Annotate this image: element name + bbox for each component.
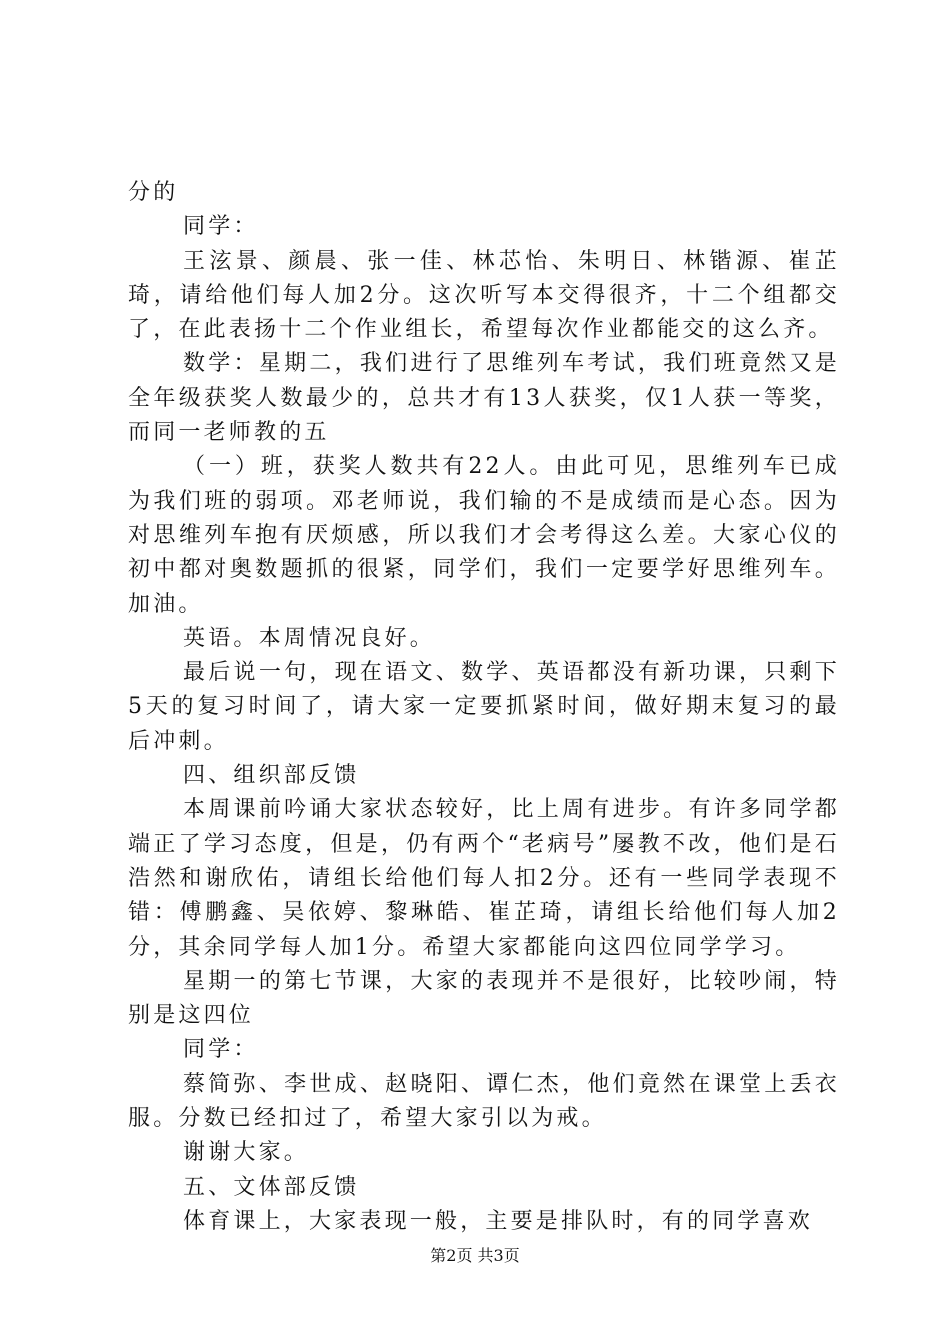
paragraph-9: 本周课前吟诵大家状态较好，比上周有进步。有许多同学都端正了学习态度，但是，仍有两个“老病号”屡教不改，他们是石浩然和谢欣佑，请组长给他们每人扣2分。还有一些同学表现不错：傅鹏鑫、吴依婷、黎琳皓、崔芷琦，请组长给他们每人加2分，其余同学每人加1分。希望大家都能向这四位同学学习。 [128, 797, 840, 960]
paragraph-5: （一）班，获奖人数共有22人。由此可见，思维列车已成为我们班的弱项。邓老师说，我们输的不是成绩而是心态。因为对思维列车抱有厌烦感，所以我们才会考得这么差。大家心仪的初中都对奥数题抓的很紧，同学们，我们一定要学好思维列车。加油。 [128, 454, 840, 617]
paragraph-10: 星期一的第七节课，大家的表现并不是很好，比较吵闹，特别是这四位 [128, 968, 840, 1029]
section-heading-sports: 五、文体部反馈 [183, 1174, 360, 1200]
paragraph-13: 谢谢大家。 [183, 1140, 310, 1166]
paragraph-7: 最后说一句，现在语文、数学、英语都没有新功课，只剩下5天的复习时间了，请大家一定要抓紧时间，做好期末复习的最后冲刺。 [128, 660, 840, 754]
paragraph-6: 英语。本周情况良好。 [183, 625, 436, 651]
paragraph-4: 数学：星期二，我们进行了思维列车考试，我们班竟然又是全年级获奖人数最少的，总共才有13人获奖，仅1人获一等奖，而同一老师教的五 [128, 351, 840, 446]
paragraph-12: 蔡简弥、李世成、赵晓阳、谭仁杰，他们竟然在课堂上丢衣服。分数已经扣过了，希望大家引以为戒。 [128, 1071, 840, 1132]
paragraph-1: 分的 [128, 180, 179, 205]
section-heading-organization: 四、组织部反馈 [183, 763, 360, 789]
paragraph-3: 王泫景、颜晨、张一佳、林芯怡、朱明日、林锴源、崔芷琦，请给他们每人加2分。这次听写本交得很齐，十二个组都交了，在此表扬十二个作业组长，希望每次作业都能交的这么齐。 [128, 248, 840, 343]
paragraph-15: 体育课上，大家表现一般，主要是排队时，有的同学喜欢 [183, 1208, 814, 1234]
paragraph-11: 同学： [183, 1037, 259, 1063]
paragraph-2: 同学： [183, 214, 259, 240]
page-footer: 第2页 共3页 [430, 1246, 520, 1265]
document-body [128, 176, 840, 1239]
